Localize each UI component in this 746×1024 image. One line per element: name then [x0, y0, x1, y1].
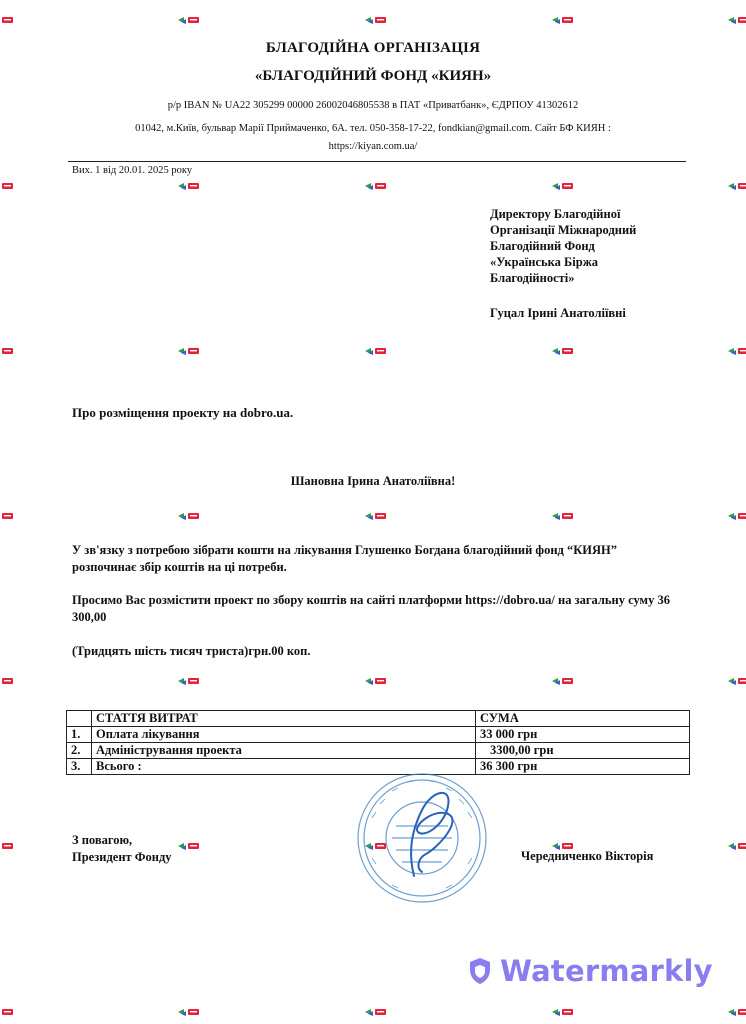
watermark-mark: [552, 1008, 574, 1016]
row-number: 2.: [67, 743, 92, 759]
addressee-line: Благодійний Фонд: [490, 239, 595, 253]
header-cell-item: СТАТТЯ ВИТРАТ: [92, 711, 476, 727]
header-divider: [68, 161, 686, 162]
watermark-mark: [728, 1008, 746, 1016]
signer-position: Президент Фонду: [72, 850, 172, 864]
signature-block: [72, 832, 172, 866]
watermark-mark: [365, 16, 387, 24]
row-number: 3.: [67, 759, 92, 775]
handwritten-signature: [411, 793, 452, 876]
watermark-mark: [0, 677, 14, 685]
watermark-mark: [0, 347, 14, 355]
shield-icon: [468, 957, 492, 985]
seal-stamp: [352, 768, 492, 908]
letter-subject: Про розміщення проекту на dobro.ua.: [72, 405, 294, 420]
website-line: https://kiyan.com.ua/: [328, 141, 418, 152]
row-item: Всього :: [92, 759, 476, 775]
watermark-mark: [0, 1008, 14, 1016]
watermark-mark: [178, 16, 200, 24]
header-cell-no: [67, 711, 92, 727]
row-amount: 3300,00 грн: [476, 743, 690, 759]
watermark-mark: [178, 512, 200, 520]
outgoing-number: Вих. 1 від 20.01. 2025 року: [72, 165, 193, 176]
watermark-mark: [365, 182, 387, 190]
addressee-line: Директору Благодійної: [490, 207, 621, 221]
watermark-mark: [178, 182, 200, 190]
addressee-line: «Українська Біржа: [490, 255, 599, 269]
table-row: [67, 743, 690, 759]
watermark-mark: [178, 1008, 200, 1016]
watermark-mark: [552, 347, 574, 355]
watermark-mark: [728, 842, 746, 850]
watermark-mark: [365, 512, 387, 520]
watermark-mark: [552, 182, 574, 190]
table-row: [67, 727, 690, 743]
watermark-mark: [728, 512, 746, 520]
watermark-mark: [0, 512, 14, 520]
watermark-mark: [0, 842, 14, 850]
paragraph-3: (Тридцять шість тисяч триста)грн.00 коп.: [72, 644, 311, 658]
addressee-line: Організації Міжнародний: [490, 223, 637, 237]
row-item: Адміністрування проекта: [92, 743, 476, 759]
closing-text: З повагою,: [72, 833, 133, 847]
watermark-mark: [728, 182, 746, 190]
watermark-mark: [0, 182, 14, 190]
watermark-mark: [365, 677, 387, 685]
watermark-mark: [178, 347, 200, 355]
row-number: 1.: [67, 727, 92, 743]
header-cell-amount: СУМА: [476, 711, 690, 727]
watermark-mark: [552, 677, 574, 685]
addressee-block: [490, 206, 680, 286]
watermark-mark: [178, 842, 200, 850]
watermark-mark: [365, 1008, 387, 1016]
row-amount: 36 300 грн: [476, 759, 690, 775]
row-amount: 33 000 грн: [476, 727, 690, 743]
watermarkly-logo: [468, 954, 713, 988]
watermark-mark: [552, 512, 574, 520]
paragraph-2: Просимо Вас розмістити проект по збору коштів на сайті платформи https://dobro.ua/ на загальну суму 36 300,00: [72, 593, 670, 624]
paragraph-1: У зв'язку з потребою зібрати кошти на лікування Глушенко Богдана благодійний фонд “КИЯН” розпочинає збір коштів на ці потреби.: [72, 543, 618, 574]
watermark-mark: [728, 677, 746, 685]
bank-details: р/р IBAN № UA22 305299 00000 26002046805538 в ПАТ «Приватбанк», ЄДРПОУ 41302612: [167, 100, 579, 111]
watermark-mark: [728, 347, 746, 355]
letter-greeting: Шановна Ірина Анатоліївна!: [290, 474, 456, 488]
row-item: Оплата лікування: [92, 727, 476, 743]
watermark-mark: [728, 16, 746, 24]
watermark-mark: [365, 347, 387, 355]
watermark-text: Watermarkly: [500, 954, 713, 988]
table-header-row: [67, 711, 690, 727]
signer-name: Чередниченко Вікторія: [521, 849, 654, 863]
addressee-name: Гуцал Ірині Анатоліївні: [490, 306, 626, 320]
watermark-mark: [0, 16, 14, 24]
watermark-mark: [552, 16, 574, 24]
address-line: 01042, м.Київ, бульвар Марії Приймаченко, 6А. тел. 050-358-17-22, fondkian@gmail.com. Сайт БФ КИЯН :: [135, 123, 611, 134]
org-title-line-2: «БЛАГОДІЙНИЙ ФОНД «КИЯН»: [254, 68, 492, 84]
costs-table: [66, 710, 690, 775]
org-title-line-1: БЛАГОДІЙНА ОРГАНІЗАЦІЯ: [265, 40, 481, 56]
addressee-line: Благодійності»: [490, 271, 575, 285]
watermark-mark: [178, 677, 200, 685]
